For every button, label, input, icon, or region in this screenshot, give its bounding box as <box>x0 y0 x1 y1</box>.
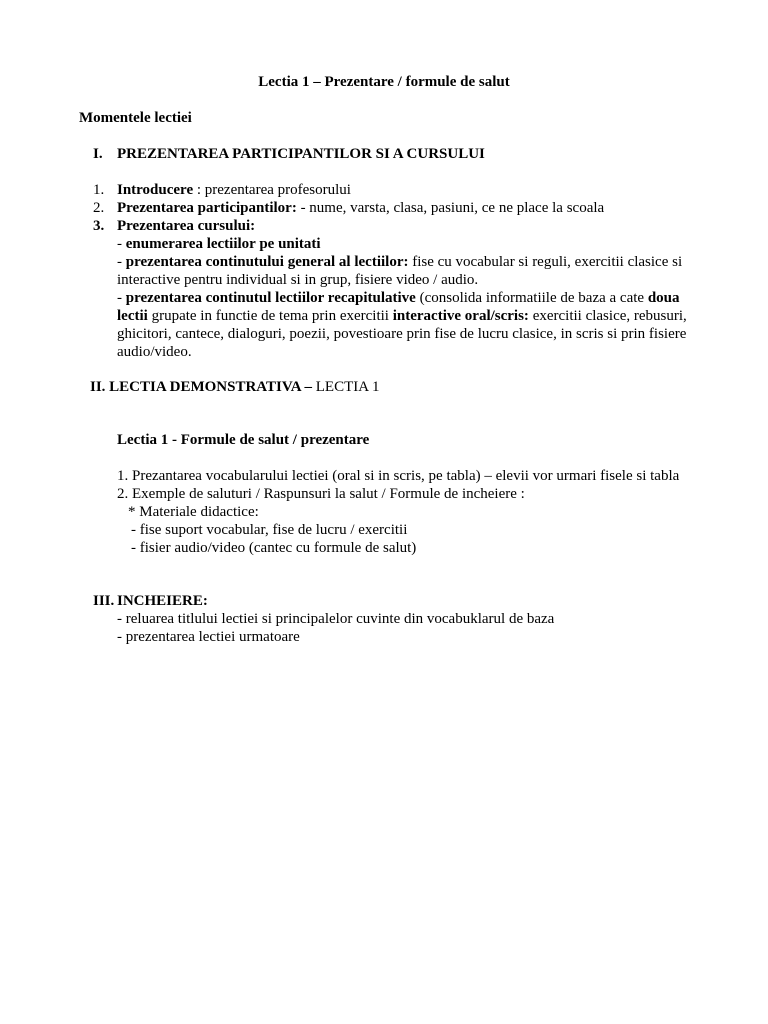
list-item-introducere: Introducere : prezentarea profesorului <box>117 182 351 198</box>
list-item-curs: Prezentarea cursului: <box>117 218 256 234</box>
list-item-participanti: Prezentarea participantilor: - nume, varsta, clasa, pasiuni, ce ne place la scoala <box>117 200 605 216</box>
lesson-line-1: 1. Prezantarea vocabularului lectiei (oral si in scris, pe tabla) – elevii vor urmari fisele si tabla <box>117 468 680 484</box>
list-number: 2. <box>93 200 105 216</box>
materials-item: - fise suport vocabular, fise de lucru / exercitii <box>131 522 408 538</box>
sub-item-continut-general: - prezentarea continutului general al lectiilor: fise cu vocabular si reguli, exercitii clasice si <box>117 254 683 270</box>
closing-item: - prezentarea lectiei urmatoare <box>117 629 300 645</box>
sub-item-recapitulative-line3: ghicitori, cantece, dialoguri, poezii, povestioare prin fise de lucru clasice, in scris si prin fisiere <box>117 326 687 342</box>
sub-item-recapitulative: - prezentarea continutul lectiilor recapitulative (consolida informatiile de baza a cate doua <box>117 290 680 306</box>
sub-item-recapitulative-line4: audio/video. <box>117 344 192 360</box>
closing-item: - reluarea titlului lectiei si principalelor cuvinte din vocabuklarul de baza <box>117 611 555 627</box>
section1-heading: PREZENTAREA PARTICIPANTILOR SI A CURSULUI <box>117 146 485 162</box>
section3-numeral: III. <box>93 593 115 609</box>
section2-heading: II. LECTIA DEMONSTRATIVA – LECTIA 1 <box>90 379 380 395</box>
document-title: Lectia 1 – Prezentare / formule de salut <box>258 74 510 90</box>
lesson-title: Lectia 1 - Formule de salut / prezentare <box>117 432 370 448</box>
section3-heading: INCHEIERE: <box>117 593 208 609</box>
sub-item-enumerare: - enumerarea lectiilor pe unitati <box>117 236 321 252</box>
list-number: 3. <box>93 218 105 234</box>
sub-item-continut-general-line2: interactive pentru individual si in grup, fisiere video / audio. <box>117 272 479 288</box>
lesson-line-2: 2. Exemple de saluturi / Raspunsuri la salut / Formule de incheiere : <box>117 486 525 502</box>
sub-item-recapitulative-line2: lectii grupate in functie de tema prin exercitii interactive oral/scris: exercitii clasice, rebusuri, <box>117 308 687 324</box>
materials-item: - fisier audio/video (cantec cu formule de salut) <box>131 540 417 556</box>
momente-heading: Momentele lectiei <box>79 110 192 126</box>
materials-heading: * Materiale didactice: <box>128 504 259 520</box>
list-number: 1. <box>93 182 105 198</box>
section1-numeral: I. <box>93 146 103 162</box>
